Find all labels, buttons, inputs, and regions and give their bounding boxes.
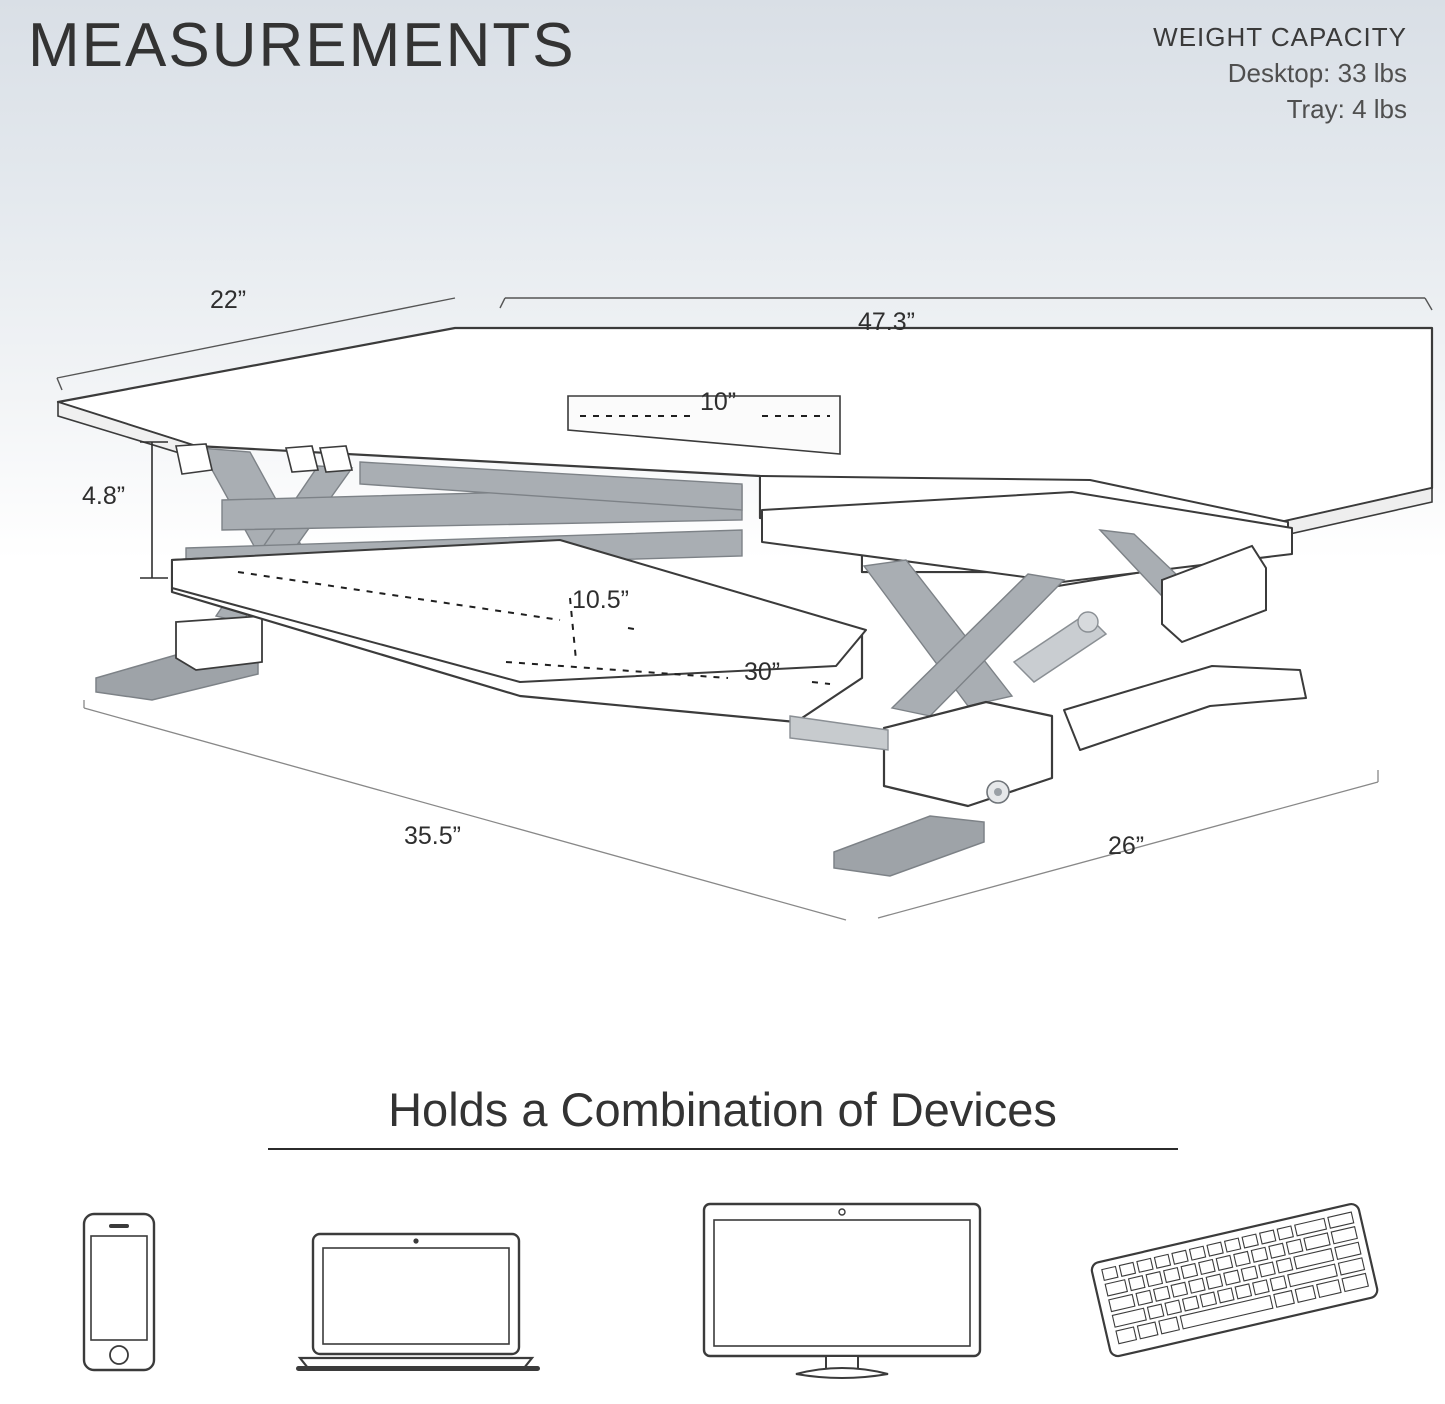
dimension-label-base-depth: 26” <box>1108 832 1145 860</box>
monitor-icon <box>700 1200 990 1380</box>
weight-capacity-desktop: Desktop: 33 lbs <box>1227 58 1407 88</box>
holds-section-divider <box>268 1148 1178 1150</box>
dimension-label-base-width: 35.5” <box>404 822 461 850</box>
page-title: MEASUREMENTS <box>28 11 576 80</box>
device-keyboard <box>1090 1202 1380 1367</box>
weight-capacity-block <box>1153 22 1407 125</box>
device-monitor <box>700 1200 990 1385</box>
holds-section-title: Holds a Combination of Devices <box>388 1083 1057 1136</box>
phone-icon <box>80 1210 160 1375</box>
dimension-label-width-top: 47.3” <box>858 308 915 336</box>
device-smartphone <box>80 1210 160 1380</box>
laptop-icon <box>296 1230 546 1375</box>
dimension-label-depth-top: 22” <box>210 286 247 314</box>
dimension-label-lift-height: 4.8” <box>82 482 126 510</box>
weight-capacity-heading: WEIGHT CAPACITY <box>1153 22 1407 52</box>
device-icons-row <box>0 1180 1445 1380</box>
measurement-diagram <box>0 230 1445 950</box>
device-laptop <box>296 1230 546 1380</box>
dimension-label-tray-width: 30” <box>744 658 781 686</box>
dimension-label-notch-width: 10” <box>700 388 737 416</box>
dimension-label-tray-depth: 10.5” <box>572 586 629 614</box>
weight-capacity-tray: Tray: 4 lbs <box>1286 94 1407 124</box>
keyboard-icon <box>1090 1202 1380 1362</box>
